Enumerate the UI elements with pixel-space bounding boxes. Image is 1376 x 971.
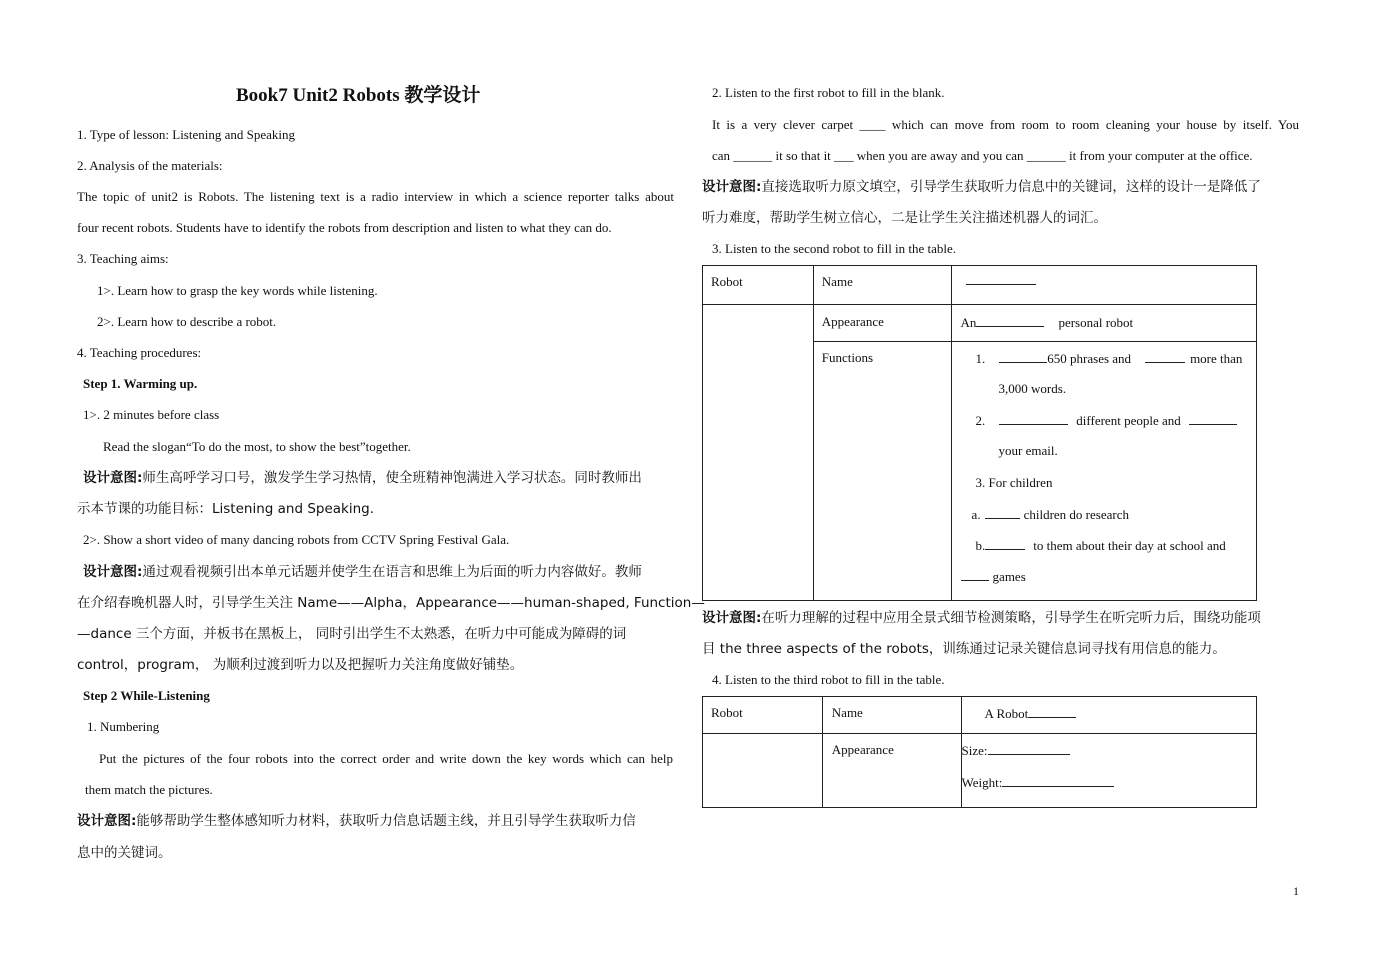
robot-empty-cell bbox=[703, 734, 823, 808]
robot-empty-cell bbox=[703, 305, 814, 601]
blank[interactable] bbox=[988, 742, 1070, 755]
blank[interactable] bbox=[1189, 412, 1237, 425]
design-intent-label: 设计意图: bbox=[702, 610, 762, 626]
design-intent-4-line-1: 设计意图:直接选取听力原文填空，引导学生获取听力信息中的关键词，这样的设计一是降低了 bbox=[702, 179, 1261, 195]
table-cell bbox=[703, 697, 823, 734]
design-intent-1-line-1: 设计意图:师生高呼学习口号，激发学生学习热情，使全班精神饱满进入学习状态。同时教师出 bbox=[83, 470, 642, 486]
blank[interactable] bbox=[1145, 350, 1185, 363]
table-cell bbox=[813, 305, 951, 342]
table-cell bbox=[961, 697, 1256, 734]
procedures-heading: 4. Teaching procedures: bbox=[77, 345, 202, 360]
third-robot-table bbox=[702, 696, 1257, 808]
function-2-cont: your email. bbox=[998, 443, 1058, 458]
document-title: Book7 Unit2 Robots 教学设计 bbox=[236, 85, 481, 106]
appearance-label: Appearance bbox=[821, 314, 884, 329]
design-intent-2-line-1: 设计意图:通过观看视频引出本单元话题并使学生在语言和思维上为后面的听力内容做好。教师 bbox=[83, 564, 642, 580]
second-robot-table bbox=[702, 265, 1257, 601]
analysis-heading: 2. Analysis of the materials: bbox=[77, 158, 223, 173]
design-intent-3-line-1: 设计意图:能够帮助学生整体感知听力材料，获取听力信息话题主线，并且引导学生获取听力信 bbox=[77, 813, 636, 829]
design-intent-2-line-4: control，program， 为顺利过渡到听力以及把握听力关注角度做好铺垫。 bbox=[77, 657, 524, 673]
design-intent-3-line-2: 息中的关键词。 bbox=[77, 845, 172, 861]
design-intent-label: 设计意图: bbox=[83, 470, 143, 486]
aim-2: 2>. Learn how to describe a robot. bbox=[97, 314, 277, 329]
numbering-text-line-1: Put the pictures of the four robots into the correct order and write down the key words which can help bbox=[99, 751, 673, 766]
step-1-item-2: 2>. Show a short video of many dancing robots from CCTV Spring Festival Gala. bbox=[83, 532, 510, 547]
table-cell bbox=[813, 266, 951, 305]
analysis-text-line-1: The topic of unit2 is Robots. The listening text is a radio interview in which a science reporter talks about bbox=[77, 189, 674, 204]
page-number: 1 bbox=[1293, 884, 1299, 898]
analysis-text-line-2: four recent robots. Students have to identify the robots from description and listen to what they can do. bbox=[77, 220, 612, 235]
design-intent-2-line-3: —dance 三个方面，并板书在黑板上， 同时引出学生不太熟悉，在听力中可能成为障碍的词 bbox=[77, 626, 627, 642]
name-label: Name bbox=[831, 705, 863, 720]
function-3b-cont: games bbox=[961, 568, 1026, 585]
design-intent-label: 设计意图: bbox=[83, 564, 143, 580]
table-cell bbox=[822, 697, 961, 734]
blank[interactable] bbox=[985, 537, 1025, 550]
aim-1: 1>. Learn how to grasp the key words while listening. bbox=[97, 283, 378, 298]
function-3a: a. children do research bbox=[971, 507, 1129, 522]
fill-blank-line-2: can ______ it so that it ___ when you are away and you can ______ it from your computer at the office. bbox=[712, 148, 1253, 163]
table-cell bbox=[961, 734, 1256, 808]
design-intent-5-line-2: 目 the three aspects of the robots，训练通过记录关键信息词寻找有用信息的能力。 bbox=[702, 641, 1226, 657]
design-intent-1-line-2: 示本节课的功能目标：Listening and Speaking. bbox=[77, 501, 375, 517]
listen-third-robot-heading: 4. Listen to the third robot to fill in the table. bbox=[712, 672, 945, 687]
design-intent-5-line-1: 设计意图:在听力理解的过程中应用全景式细节检测策略，引导学生在听完听力后，围绕功能项 bbox=[702, 610, 1261, 626]
slogan-text: Read the slogan“To do the most, to show the best”together. bbox=[103, 439, 411, 454]
function-1-cont: 3,000 words. bbox=[998, 381, 1067, 396]
appearance-label: Appearance bbox=[831, 742, 894, 757]
function-1: 1. 650 phrases and more than bbox=[975, 351, 1243, 366]
name-answer-cell bbox=[951, 266, 1256, 305]
blank[interactable] bbox=[961, 568, 989, 581]
appearance-blank[interactable] bbox=[976, 314, 1044, 327]
functions-cell bbox=[951, 342, 1256, 601]
blank[interactable] bbox=[1028, 705, 1076, 718]
design-intent-4-line-2: 听力难度，帮助学生树立信心，二是让学生关注描述机器人的词汇。 bbox=[702, 210, 1107, 226]
listen-first-robot-heading: 2. Listen to the first robot to fill in the blank. bbox=[712, 85, 945, 100]
robot-header: Robot bbox=[711, 274, 743, 289]
fill-blank-line-1: It is a very clever carpet ____ which can move from room to room cleaning your house by itself. You bbox=[712, 117, 1299, 132]
step-2-heading: Step 2 While-Listening bbox=[83, 688, 210, 703]
step-1-item-1: 1>. 2 minutes before class bbox=[83, 407, 220, 422]
listen-second-robot-heading: 3. Listen to the second robot to fill in the table. bbox=[712, 241, 957, 256]
function-3b: b. to them about their day at school and bbox=[975, 538, 1226, 553]
blank[interactable] bbox=[985, 506, 1020, 519]
blank[interactable] bbox=[1002, 774, 1114, 787]
blank[interactable] bbox=[999, 412, 1068, 425]
design-intent-label: 设计意图: bbox=[702, 179, 762, 195]
design-intent-label: 设计意图: bbox=[77, 813, 137, 829]
size-field: Size: bbox=[962, 742, 1070, 759]
name-label: Name bbox=[821, 274, 853, 289]
function-2: 2. different people and bbox=[976, 412, 1237, 429]
appearance-answer: An personal robot bbox=[960, 315, 1134, 330]
weight-field: Weight: bbox=[962, 774, 1115, 791]
step-1-heading: Step 1. Warming up. bbox=[83, 376, 198, 391]
table-cell bbox=[951, 305, 1256, 342]
table-cell bbox=[813, 342, 951, 601]
name-answer: A Robot bbox=[985, 705, 1077, 722]
table-cell bbox=[822, 734, 961, 808]
name-blank[interactable] bbox=[966, 272, 1036, 285]
functions-label: Functions bbox=[821, 350, 874, 365]
teaching-aims-heading: 3. Teaching aims: bbox=[77, 251, 169, 266]
blank[interactable] bbox=[999, 350, 1047, 363]
function-3: 3. For children bbox=[975, 475, 1053, 490]
table-cell bbox=[703, 266, 814, 305]
numbering-heading: 1. Numbering bbox=[87, 719, 160, 734]
design-intent-2-line-2: 在介绍春晚机器人时，引导学生关注 Name——Alpha，Appearance——human-shaped, Function— bbox=[77, 595, 705, 611]
robot-header: Robot bbox=[711, 705, 743, 720]
lesson-type: 1. Type of lesson: Listening and Speaking bbox=[77, 127, 296, 142]
numbering-text-line-2: them match the pictures. bbox=[85, 782, 213, 797]
